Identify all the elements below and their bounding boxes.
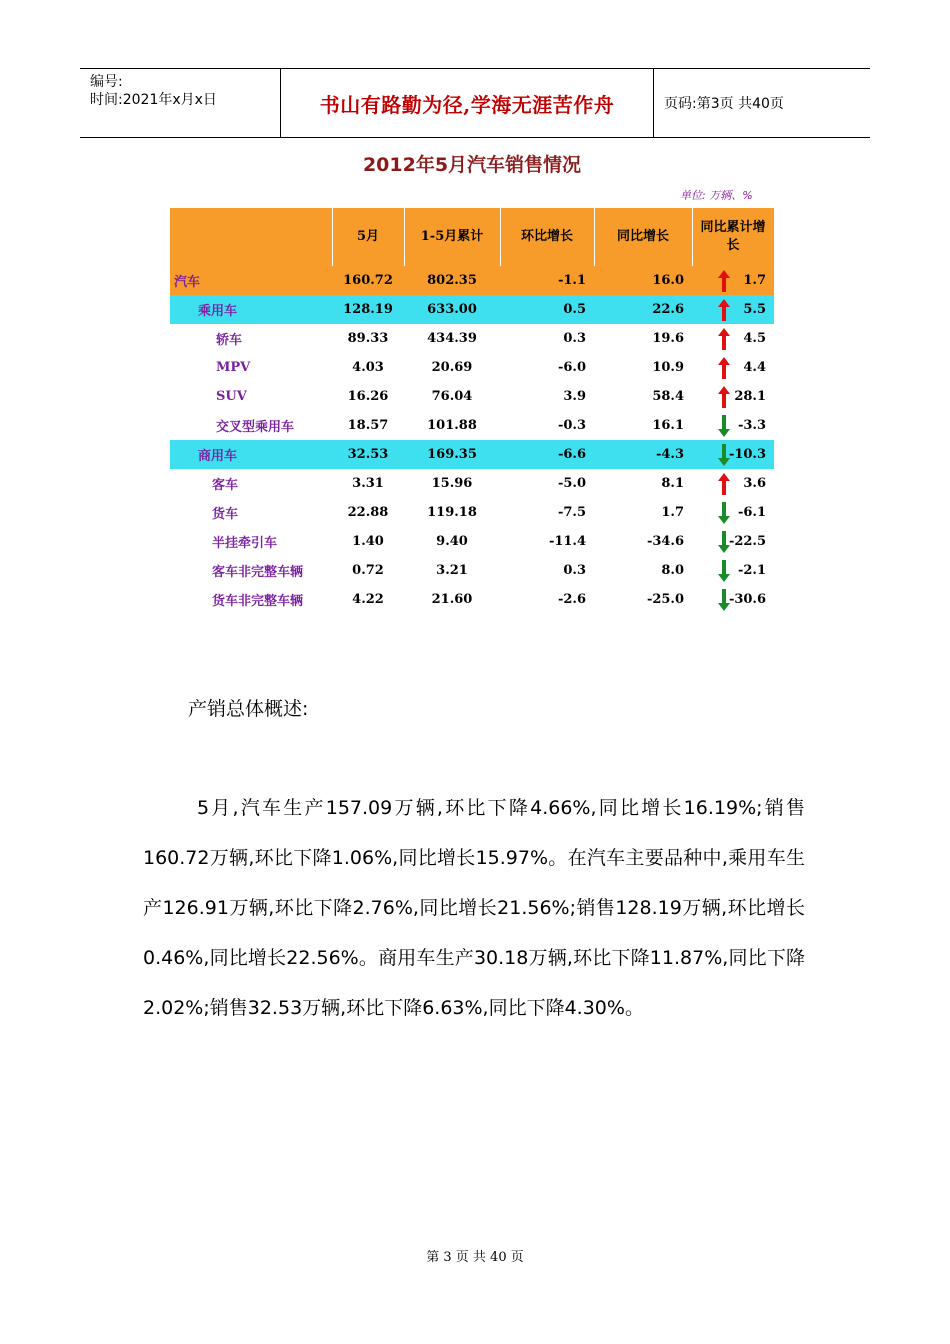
cell-yoy: 16.1	[652, 418, 684, 433]
cell-mom: -1.1	[500, 266, 594, 295]
cell-ytd: 101.88	[427, 418, 477, 433]
cell-mom: -6.6	[500, 440, 594, 469]
page-header	[80, 68, 870, 138]
cell-ytd: 169.35	[404, 440, 500, 469]
cell-yoy: 1.7	[661, 505, 684, 520]
cell-may: 128.19	[332, 295, 404, 324]
cum-value: -3.3	[737, 418, 766, 433]
cell-cum	[692, 527, 774, 556]
row-name: 乘用车	[170, 295, 332, 324]
cell-yoy: 8.0	[661, 563, 684, 578]
row-name: 货车非完整车辆	[212, 594, 304, 609]
cell-mom: 0.5	[500, 295, 594, 324]
row-name: 货车	[212, 507, 239, 522]
cell-yoy: -34.6	[646, 534, 684, 549]
page-footer: 第 3 页 共 40 页	[426, 1250, 524, 1265]
cell-may: 32.53	[332, 440, 404, 469]
col-header-yoy: 同比增长	[594, 208, 692, 266]
cell-mom: 0.3	[563, 331, 586, 346]
cell-mom: -11.4	[548, 534, 586, 549]
cell-cum	[692, 498, 774, 527]
cell-cum	[692, 469, 774, 498]
summary-paragraph	[143, 783, 805, 1033]
cell-yoy: 16.0	[594, 266, 692, 295]
cell-cum	[692, 411, 774, 440]
table-row	[170, 411, 774, 440]
cum-value: 1.7	[743, 273, 766, 288]
cell-ytd: 434.39	[427, 331, 477, 346]
cum-value: -6.1	[737, 505, 766, 520]
cell-cum	[692, 324, 774, 353]
cell-may: 89.33	[347, 331, 389, 346]
cell-may: 0.72	[352, 563, 384, 578]
arrow-up-icon	[718, 328, 730, 350]
col-header-cum: 同比累计增长	[692, 208, 774, 266]
row-name: MPV	[216, 360, 251, 375]
unit-label: 单位: 万辆、%	[680, 189, 753, 202]
cell-cum	[692, 295, 774, 324]
col-header-may: 5月	[332, 208, 404, 266]
col-header-name	[170, 208, 332, 266]
cell-may: 18.57	[347, 418, 389, 433]
cell-cum	[692, 353, 774, 382]
row-name: 半挂牵引车	[212, 536, 278, 551]
table-title: 2012年5月汽车销售情况	[362, 154, 582, 176]
arrow-down-icon	[718, 589, 730, 611]
cell-yoy: 10.9	[652, 360, 684, 375]
cell-cum	[692, 440, 774, 469]
arrow-down-icon	[718, 502, 730, 524]
arrow-up-icon	[718, 386, 730, 408]
cell-ytd: 119.18	[427, 505, 477, 520]
row-name: 商用车	[170, 440, 332, 469]
time-label: 时间:2021年x月x日	[90, 92, 217, 108]
cum-value: 4.4	[743, 360, 766, 375]
table-row	[170, 469, 774, 498]
row-name: SUV	[216, 389, 247, 404]
cell-yoy: -4.3	[594, 440, 692, 469]
table-row	[170, 353, 774, 382]
cell-ytd: 15.96	[431, 476, 473, 491]
arrow-down-icon	[718, 415, 730, 437]
cell-cum	[692, 556, 774, 585]
sales-table	[170, 208, 775, 614]
cell-mom: -5.0	[557, 476, 586, 491]
motto: 书山有路勤为径,学海无涯苦作舟	[319, 92, 615, 117]
cell-mom: -2.6	[557, 592, 586, 607]
cell-mom: 3.9	[563, 389, 586, 404]
table-row	[170, 324, 774, 353]
cell-ytd: 633.00	[404, 295, 500, 324]
arrow-up-icon	[718, 270, 730, 292]
table-header-row	[170, 208, 774, 266]
cell-ytd: 21.60	[431, 592, 473, 607]
table-row	[170, 440, 774, 469]
cum-value: -2.1	[737, 563, 766, 578]
row-name: 客车	[212, 478, 239, 493]
cum-value: -10.3	[728, 447, 766, 462]
arrow-down-icon	[718, 444, 730, 466]
summary-text: 5月,汽车生产157.09万辆,环比下降4.66%,同比增长16.19%;销售160.72万辆,环比下降1.06%,同比增长15.97%。在汽车主要品种中,乘用车生产126.91万辆,环比下降2.76%,同比增长21.56%;销售128.19万辆,环比增长0.46%,同比增长22.56%。商用车生产30.18万辆,环比下降11.87%,同比下降2.02%;销售32.53万辆,环比下降6.63%,同比下降4.30%。	[143, 797, 805, 1019]
cell-mom: 0.3	[563, 563, 586, 578]
cum-value: 4.5	[743, 331, 766, 346]
row-name: 客车非完整车辆	[212, 565, 304, 580]
header-meta-cell	[80, 69, 281, 137]
cum-value: -22.5	[728, 534, 766, 549]
table-row	[170, 295, 774, 324]
cell-may: 1.40	[352, 534, 384, 549]
cell-ytd: 802.35	[404, 266, 500, 295]
cell-may: 4.22	[352, 592, 384, 607]
table-row	[170, 266, 774, 295]
cell-may: 4.03	[352, 360, 384, 375]
cell-cum	[692, 382, 774, 411]
arrow-down-icon	[718, 531, 730, 553]
cell-may: 160.72	[332, 266, 404, 295]
arrow-up-icon	[718, 357, 730, 379]
table-row	[170, 556, 774, 585]
table-row	[170, 585, 774, 614]
cell-mom: -7.5	[557, 505, 586, 520]
cell-ytd: 3.21	[436, 563, 468, 578]
section-title: 产销总体概述:	[188, 698, 309, 720]
cell-mom: -6.0	[557, 360, 586, 375]
cell-ytd: 76.04	[431, 389, 473, 404]
cell-ytd: 20.69	[431, 360, 473, 375]
number-label: 编号:	[90, 74, 123, 90]
row-name: 汽车	[170, 266, 332, 295]
cell-yoy: 19.6	[652, 331, 684, 346]
cell-ytd: 9.40	[436, 534, 468, 549]
row-name: 轿车	[216, 333, 243, 348]
cell-yoy: 58.4	[652, 389, 684, 404]
col-header-ytd: 1-5月累计	[404, 208, 500, 266]
arrow-up-icon	[718, 299, 730, 321]
cell-yoy: 22.6	[594, 295, 692, 324]
table-row	[170, 382, 774, 411]
col-header-mom: 环比增长	[500, 208, 594, 266]
cell-cum	[692, 266, 774, 295]
arrow-up-icon	[718, 473, 730, 495]
row-name: 交叉型乘用车	[216, 420, 295, 435]
header-motto-cell	[281, 69, 654, 137]
cum-value: 3.6	[743, 476, 766, 491]
page-number-label: 页码:第3页 共40页	[664, 96, 784, 112]
cum-value: 5.5	[743, 302, 766, 317]
cell-may: 3.31	[352, 476, 384, 491]
cell-cum	[692, 585, 774, 614]
cell-yoy: -25.0	[646, 592, 684, 607]
cum-value: 28.1	[734, 389, 766, 404]
arrow-down-icon	[718, 560, 730, 582]
cell-may: 16.26	[347, 389, 389, 404]
table-row	[170, 527, 774, 556]
cum-value: -30.6	[728, 592, 766, 607]
cell-yoy: 8.1	[661, 476, 684, 491]
table-row	[170, 498, 774, 527]
cell-mom: -0.3	[557, 418, 586, 433]
cell-may: 22.88	[347, 505, 389, 520]
